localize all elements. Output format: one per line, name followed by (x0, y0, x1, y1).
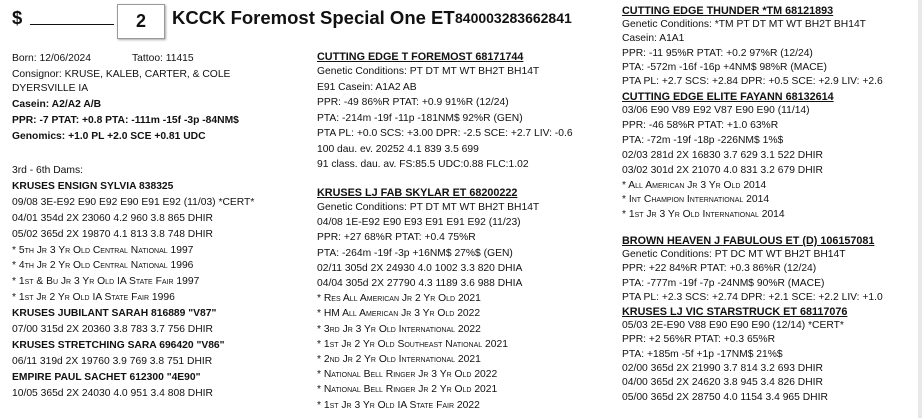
detail-line: E91 Casein: A1A2 AB (317, 81, 417, 93)
detail-line: * National Bell Ringer Jr 2 Yr Old 2021 (317, 384, 498, 396)
detail-line: PTA PL: +2.7 SCS: +2.84 DPR: +0.5 SCE: +2.9 LIV: +2.6 (622, 76, 883, 88)
born-date: Born: 12/06/2024 (12, 53, 92, 64)
detail-line: * Int Champion International 2014 (622, 194, 770, 206)
sire-sire-title: CUTTING EDGE THUNDER *TM 68121893 (622, 5, 834, 17)
detail-line: 03/06 E90 V89 E92 V87 E90 E90 (11/14) (622, 105, 810, 116)
detail-line: 3rd - 6th Dams: (12, 165, 83, 176)
detail-line: PTA: -777m -19f -7p -24NM$ 90%R (MACE) (622, 277, 825, 289)
detail-line: 05/02 365d 2X 19870 4.1 813 3.8 748 DHIR (12, 228, 213, 240)
dam-title: KRUSES LJ FAB SKYLAR ET 68200222 (317, 187, 518, 199)
detail-line: Genetic Conditions: PT DC MT WT BH2T BH14T (622, 249, 846, 260)
detail-line: 03/02 301d 2X 21070 4.0 831 3.2 679 DHIR (622, 164, 823, 176)
detail-line: PTA PL: +0.0 SCS: +3.00 DPR: -2.5 SCE: +2.7 LIV: -0.6 (317, 128, 573, 139)
casein: Casein: A2/A2 A/B (12, 99, 102, 110)
ppr-summary: PPR: -7 PTAT: +0.8 PTA: -111m -15f -3p -84NM$ (12, 115, 239, 126)
detail-line: 04/00 365d 2X 24620 3.8 945 3.4 826 DHIR (622, 377, 823, 389)
detail-line: * HM All American Jr 3 Yr Old 2022 (317, 308, 481, 320)
detail-line: PPR: -46 58%R PTAT: +1.0 63%R (622, 119, 779, 131)
detail-line: 91 class. dau. av. FS:85.5 UDC:0.88 FLC:1.02 (317, 159, 529, 170)
animal-name: KCCK Foremost Special One ET (172, 7, 455, 28)
sire-title: CUTTING EDGE T FOREMOST 68171744 (317, 51, 524, 63)
detail-line: 02/11 305d 2X 24930 4.0 1002 3.3 820 DHIA (317, 262, 523, 274)
detail-line: * National Bell Ringer Jr 3 Yr Old 2022 (317, 369, 498, 381)
detail-line: PPR: -49 86%R PTAT: +0.9 91%R (12/24) (317, 97, 509, 108)
detail-line: * Res All American Jr 2 Yr Old 2021 (317, 293, 481, 305)
detail-line: Genetic Conditions: PT DT MT WT BH2T BH14T (317, 202, 540, 213)
detail-line: KRUSES ENSIGN SYLVIA 838325 (12, 180, 174, 192)
detail-line: 05/03 2E-E90 V88 E90 E90 E90 (12/14) *CERT* (622, 320, 844, 331)
price-blank-line (30, 24, 114, 25)
consignor: Consignor: KRUSE, KALEB, CARTER, & COLE (12, 69, 231, 80)
detail-line: 05/00 365d 2X 28750 4.0 1154 3.4 965 DHIR (622, 391, 828, 403)
detail-line: PTA: +185m -5f +1p -17NM$ 21%$ (622, 348, 783, 360)
detail-line: 06/11 319d 2X 19760 3.9 769 3.8 751 DHIR (12, 355, 213, 367)
detail-line: PTA: -572m -16f -16p +4NM$ 98%R (MACE) (622, 61, 827, 73)
detail-line: PPR: +27 68%R PTAT: +0.4 75%R (317, 232, 476, 244)
detail-line: PTA: -72m -19f -18p -226NM$ 1%$ (622, 134, 784, 146)
detail-line: * 2nd Jr 2 Yr Old International 2021 (317, 354, 481, 365)
detail-line: * 3rd Jr 3 Yr Old International 2022 (317, 323, 481, 335)
detail-line: 04/01 354d 2X 23060 4.2 960 3.8 865 DHIR (12, 212, 213, 224)
detail-line: * 1st Jr 2 Yr Old IA State Fair 1996 (12, 292, 175, 304)
sire-dam-title: CUTTING EDGE ELITE FAYANN 68132614 (622, 91, 834, 103)
detail-line: * 1st & Bu Jr 3 Yr Old IA State Fair 1997 (12, 276, 200, 288)
detail-line: PPR: +2 56%R PTAT: +0.3 65%R (622, 334, 775, 346)
registration-number: 840003283662841 (455, 10, 572, 26)
detail-line: 02/00 365d 2X 21990 3.7 814 3.2 693 DHIR (622, 362, 823, 374)
detail-line: * 1st Jr 3 Yr Old International 2014 (622, 209, 785, 221)
consignor-location: DYERSVILLE IA (12, 83, 89, 94)
detail-line: 100 dau. ev. 20252 4.1 839 3.5 699 (317, 143, 479, 155)
genomics: Genomics: +1.0 PL +2.0 SCE +0.81 UDC (12, 131, 206, 142)
detail-line: KRUSES STRETCHING SARA 696420 "V86" (12, 339, 225, 351)
page-edge (918, 0, 922, 418)
detail-line: EMPIRE PAUL SACHET 612300 "4E90" (12, 371, 201, 383)
detail-line: Genetic Conditions: PT DT MT WT BH2T BH14T (317, 66, 540, 77)
detail-line: * 1st Jr 2 Yr Old Southeast National 2021 (317, 338, 508, 350)
detail-line: PTA: -214m -19f -11p -181NM$ 92%R (GEN) (317, 112, 523, 124)
detail-line: * 1st Jr 3 Yr Old IA State Fair 2022 (317, 399, 480, 411)
detail-line: PTA PL: +2.3 SCS: +2.74 DPR: +2.1 SCE: +2.2 LIV: +1.0 (622, 291, 883, 303)
detail-line: 04/08 1E-E92 E90 E93 E91 E91 E92 (11/23) (317, 217, 521, 229)
tattoo: Tattoo: 11415 (132, 53, 194, 64)
lot-number: 2 (135, 11, 146, 31)
detail-line: PTA: -264m -19f -3p +16NM$ 27%$ (GEN) (317, 247, 513, 259)
detail-line: * 4th Jr 2 Yr Old Central National 1996 (12, 260, 194, 272)
detail-line: 04/04 305d 2X 27790 4.3 1189 3.6 988 DHIA (317, 278, 523, 289)
dam-dam-title: KRUSES LJ VIC STARSTRUCK ET 68117076 (622, 306, 848, 318)
detail-line: 09/08 3E-E92 E90 E92 E90 E91 E92 (11/03) *CERT* (12, 196, 255, 208)
detail-line: * 5th Jr 3 Yr Old Central National 1997 (12, 244, 194, 256)
price-dollar-sign: $ (12, 7, 23, 28)
dam-sire-title: BROWN HEAVEN J FABULOUS ET (D) 106157081 (622, 235, 875, 247)
detail-line: Casein: A1A1 (622, 33, 685, 45)
detail-line: 10/05 365d 2X 24030 4.0 951 3.4 808 DHIR (12, 387, 213, 399)
detail-line: 02/03 281d 2X 16830 3.7 629 3.1 522 DHIR (622, 149, 823, 161)
detail-line: KRUSES JUBILANT SARAH 816889 "V87" (12, 308, 217, 320)
detail-line: 07/00 315d 2X 20360 3.8 783 3.7 756 DHIR (12, 324, 213, 335)
lot-number-box (117, 4, 165, 39)
detail-line: Genetic Conditions: *TM PT DT MT WT BH2T BH14T (622, 19, 866, 30)
detail-line: PPR: -11 95%R PTAT: +0.2 97%R (12/24) (622, 47, 813, 59)
detail-line: * All American Jr 3 Yr Old 2014 (622, 179, 767, 191)
detail-line: PPR: +22 84%R PTAT: +0.3 86%R (12/24) (622, 263, 817, 275)
